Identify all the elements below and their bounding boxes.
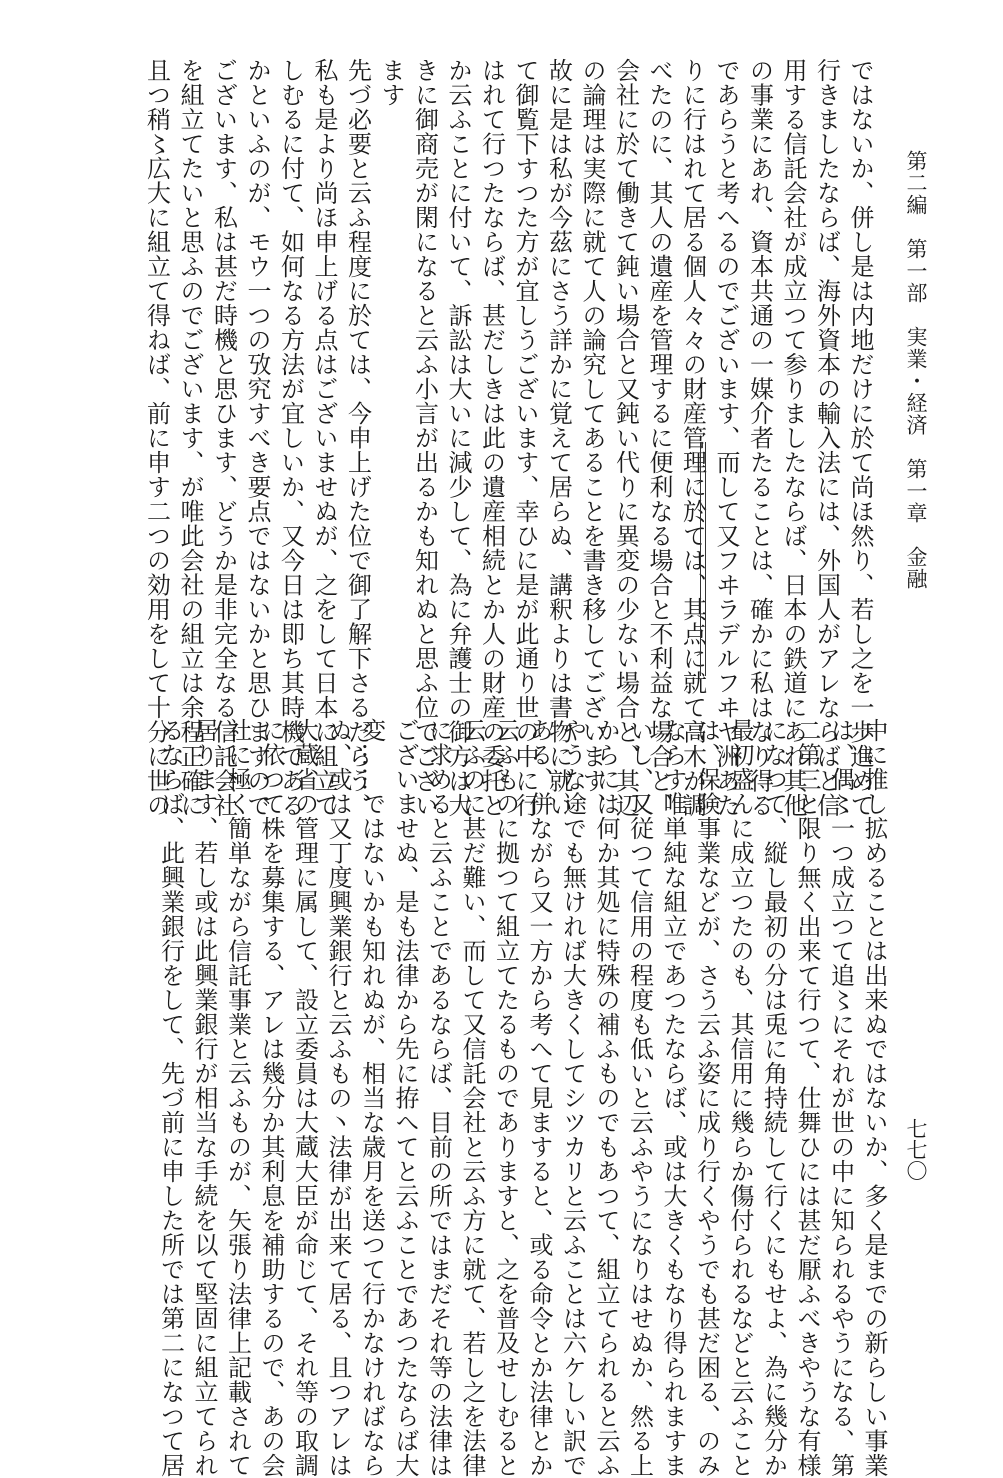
text-column: 先づ必要と云ふ程度に於ては、今申上げた位で御了解下さるだらう、 xyxy=(343,58,372,818)
proper-noun-double-rule xyxy=(700,442,706,676)
text-block-bottom xyxy=(45,718,890,1478)
text-column: 用する信託会社が成立つて参りましたならば、日本の鉄道にあれ其他 xyxy=(779,58,807,818)
text-column: るならば、此興業銀行をして、先づ前に申した所では第二になつて居 xyxy=(156,718,185,1478)
text-column: かといふのが、モウ一つの攷究すべき要点ではないかと思ひますので xyxy=(243,58,271,818)
text-column: 云ふものに拠つて組立てたるものでありますと、之を普及せしむると xyxy=(491,718,520,1478)
text-column: に求めると云ふことであるならば、目前の所ではまだそれ等の法律は xyxy=(424,718,453,1478)
text-column: の論理は実際に就て人の論究してあることを書き移してございます、 xyxy=(578,58,606,818)
text-column: であらうと考へるのでございます、而して又フヰラデルフヰヤ洲あた xyxy=(712,58,740,818)
text-column: ある、併ながら又一方から考へて見ますると、或る命令とか法律とか xyxy=(525,718,553,1478)
text-column: ならす唯単純な組立であつたならば、或は大きくもなり得られますま xyxy=(659,718,687,1478)
text-column: 最初盛んに成立つたのも、其信用に幾らか傷付られるなどと云ふこと xyxy=(726,718,754,1478)
text-column: ます xyxy=(377,58,405,107)
text-column: からには何か其処に特殊の補ふものでもあつて、組立てられると云ふ xyxy=(592,718,620,1478)
text-column: はれて行つたならば、甚だしきは此の遺産相続とか人の財産の委托と xyxy=(477,58,506,818)
text-column: 居ります、若し或は此興業銀行が相当な手続を以て堅固に組立てられ xyxy=(190,718,218,1478)
text-column: は、保険事業などが、さう云ふ姿に成り行くやうでも甚だ困る、のみ xyxy=(692,718,721,1478)
text-column: きに御商売が閑になると云ふ小言が出るかも知れぬと思ふ位でござい xyxy=(410,58,439,818)
text-column: を組立てたいと思ふのでございます、が唯此会社の組立は余程正確に xyxy=(176,58,204,818)
text-column: しむるに付て、如何なる方法が宜しいか、又今日は即ち其時機である xyxy=(276,58,305,818)
text-column: 変……ではないかも知れぬが、相当な歳月を送つて行かなければなら xyxy=(357,718,386,1478)
text-column: 私も是より尚ほ申上げる点はございませぬが、之をして日本に組立て xyxy=(310,58,338,818)
text-column: 行きましたならば、海外資本の輸入法には、外国人がアレならばと信 xyxy=(812,58,841,818)
text-column: の事業にあれ、資本共通の一媒介者たることは、確かに私はなり得る xyxy=(745,58,774,818)
text-column: やうな途でも無ければ大きくしてシツカリと云ふことは六ケしい訳で xyxy=(558,718,587,1478)
text-column: ございませぬ、是も法律から先に拵へてと云ふことであつたならば大 xyxy=(391,718,419,1478)
text-column: て御覧下すつた方が宜しうございます、幸ひに是が此通り世の中に行 xyxy=(511,58,539,818)
running-header: 第二編 第一部 実業・経済 第一章 金融 xyxy=(904,150,928,590)
text-column: 社に極く簡単ながら信託事業と云ふものが、矢張り法律上記載されて xyxy=(223,718,252,1478)
text-column: は、偶〻一つ成立つて追〻にそれが世の中に知られるやうになる、第 xyxy=(826,718,855,1478)
text-column: ではないか、併し是は内地だけに於て尚ほ然り、若し之を一歩進めて xyxy=(846,58,874,818)
text-column: 会社に於て働きて鈍い場合と又鈍い代りに異変の少ない場合と、其辺 xyxy=(611,58,640,818)
text-column: ございます、私は甚だ時機と思ひます、どうか是非完全なる信託会社 xyxy=(209,58,238,818)
text-column: に依つて株を募集する、アレは幾分か其利息を補助するので、あの会 xyxy=(257,718,285,1478)
text-block-top xyxy=(142,58,876,818)
text-column: 中に推し拡めることは出来ぬではないか、多く是までの新らしい事業 xyxy=(860,718,888,1478)
text-column: 故に是は私が今茲にさう詳かに覚えて居らぬ、講釈よりは書物に就い xyxy=(544,58,573,818)
text-column: べたのに、其人の遺産を管理するに便利なる場合と不利益な場合と、 xyxy=(645,58,673,818)
text-column: 二第三と限り無く出来て行つて、仕舞ひには甚だ厭ふべきやうな有様 xyxy=(793,718,821,1478)
text-column: か云ふことに付いて、訴訟は大いに減少して、為に弁護士の御方は大 xyxy=(444,58,472,818)
text-column: りに行はれて居る個人々々の財産管理に於ては、其点に就て高木が調 xyxy=(678,58,707,818)
text-column: 云ふのに甚だ難い、而して又信託会社と云ふ方に就て、若し之を法律 xyxy=(458,718,486,1478)
text-column: になつて、縦し最初の分は兎に角持続して行くにもせよ、為に幾分か xyxy=(759,718,788,1478)
text-column: 且つ稍〻広大に組立て得ねば、前に申す二つの効用をして十分に世の xyxy=(142,58,171,818)
text-column: いし、又従つて信用の程度も低いと云ふやうになりはせぬか、然る上 xyxy=(625,718,654,1478)
page-number: 七七〇 xyxy=(904,1118,928,1181)
text-column: 大蔵省の管理に属して、設立委員は大蔵大臣が命じて、それ等の取調 xyxy=(290,718,319,1478)
text-column: ぬ、或は又丁度興業銀行と云ふもの丶法律が出来て居る、且つアレは xyxy=(324,718,352,1478)
